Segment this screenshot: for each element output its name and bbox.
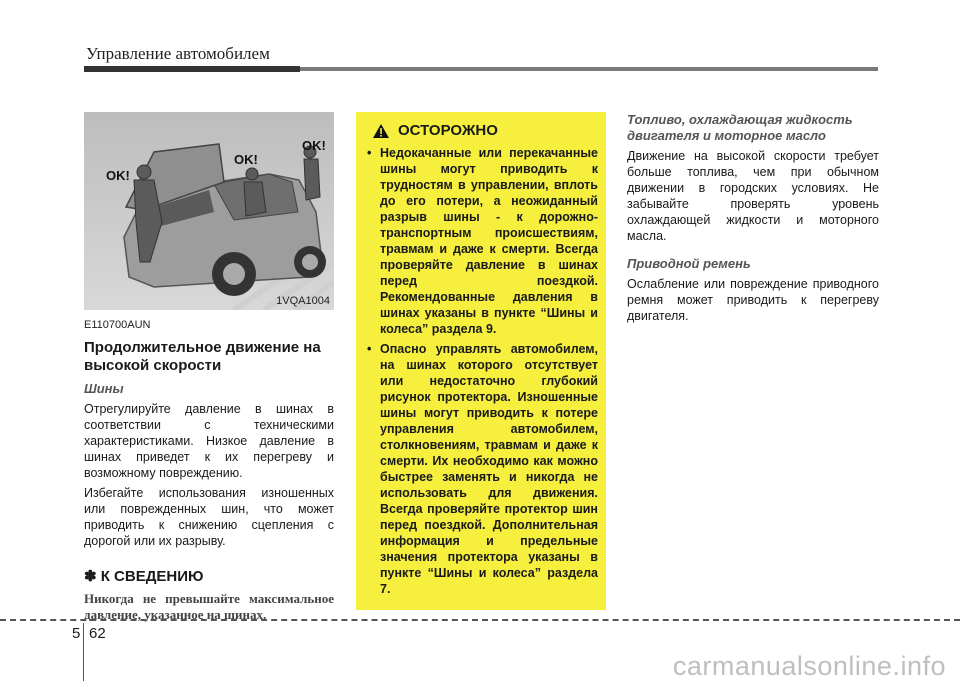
header-title: Управление автомобилем: [86, 44, 270, 63]
section-number: 5: [72, 625, 81, 642]
warning-item: • Недокачанные или перекачанные шины могут приводить к трудностям в управлении, вплоть до его потери, а неожиданный разрыв шины - к дорожно-транспортным происшествиям, травмам и даже к смерти. Всегда проверяйте давление в шинах перед поездкой. Рекомендованные давления в шинах указаны в пункте “Шины и колеса” раздела 9.: [366, 145, 598, 337]
section-title: Продолжительное движение на высокой скорости: [84, 339, 321, 374]
warning-title: ОСТОРОЖНО: [398, 122, 498, 139]
warning-header: [372, 122, 598, 139]
belt-subheading: Приводной ремень: [627, 256, 751, 271]
warning-box: [356, 112, 606, 610]
warning-triangle-icon: [372, 123, 390, 139]
warning-item: • Опасно управлять автомобилем, на шинах которого отсутствует или недостаточно глубокий рисунок протектора. Изношенные шины могут приводить к потере управления автомобилем, столкновениям, травмам и даже к смерти. Их необходимо как можно быстрее заменять и никогда не использовать для движения. Всегда проверяйте протектор шин перед поездкой. Дополнительная информация и предельные значения протектора указаны в пункте “Шины и колеса” раздела 7.: [366, 341, 598, 597]
info-body: Никогда не превышайте максимальное давление, указанное на шинах.: [84, 591, 334, 622]
tires-subheading: Шины: [84, 381, 124, 396]
fuel-paragraph: Движение на высокой скорости требует больше топлива, чем при обычном движении в городских условиях. Не забывайте проверять уровень охлаждающей жидкости и моторного масла.: [627, 149, 879, 243]
right-column: [627, 112, 879, 324]
header-rule-accent: [84, 66, 300, 72]
belt-paragraph: Ослабление или повреждение приводного ремня может приводить к перегреву двигателя.: [627, 277, 879, 323]
warning-list: [366, 145, 598, 597]
left-column: [84, 112, 334, 623]
ok-label: OK!: [106, 168, 130, 183]
ok-label: OK!: [302, 138, 326, 153]
tires-paragraph-2: Избегайте использования изношенных или поврежденных шин, что может приводить к снижению сцепления с дорогой или их разрыву.: [84, 486, 334, 548]
watermark: carmanualsonline.info: [672, 651, 946, 681]
tires-paragraph-1: Отрегулируйте давление в шинах в соответствии с техническими характеристиками. Низкое давление в шинах приведет к их перегреву и возможному повреждению.: [84, 402, 334, 480]
footer-rule: [0, 619, 960, 621]
ok-label: OK!: [234, 152, 258, 167]
page-number: 62: [89, 625, 106, 642]
car-drawing: [84, 112, 334, 310]
car-illustration: [84, 112, 334, 310]
footer-divider: [83, 623, 84, 681]
info-heading: ✽ К СВЕДЕНИЮ: [84, 568, 204, 585]
figure-id: 1VQA1004: [276, 295, 330, 307]
fuel-subheading: Топливо, охлаждающая жидкость двигателя и моторное масло: [627, 112, 853, 143]
warning-column: [356, 112, 606, 610]
section-code: E110700AUN: [84, 319, 151, 331]
